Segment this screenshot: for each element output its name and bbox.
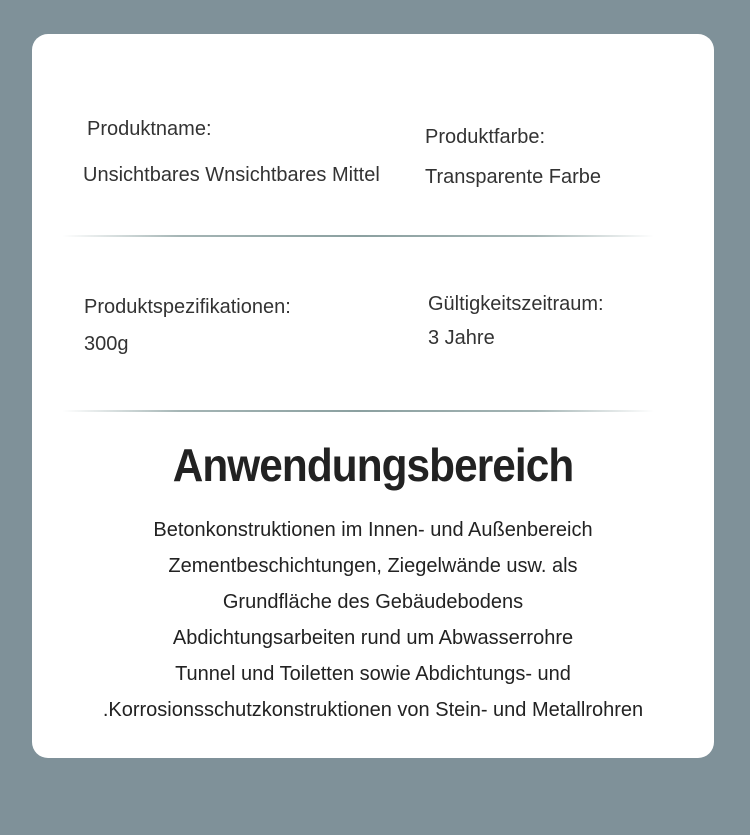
product-spec-value: 300g	[84, 333, 129, 355]
validity-value: 3 Jahre	[428, 327, 495, 349]
product-info-card	[32, 34, 714, 758]
usage-list	[20, 512, 726, 728]
divider-top	[62, 235, 654, 237]
product-color-label: Produktfarbe:	[425, 126, 546, 148]
product-name-value: Unsichtbares Wnsichtbares Mittel	[83, 164, 380, 186]
usage-line: Grundfläche des Gebäudebodens	[222, 591, 524, 613]
divider-bottom	[62, 410, 654, 412]
product-spec-label: Produktspezifikationen:	[84, 296, 291, 318]
usage-title: Anwendungsbereich	[172, 439, 574, 491]
usage-line: Abdichtungsarbeiten rund um Abwasserrohre	[172, 627, 574, 649]
product-name-label: Produktname:	[87, 118, 212, 140]
usage-line: .Korrosionsschutzkonstruktionen von Stein- und Metallrohren	[102, 699, 644, 721]
usage-line: Betonkonstruktionen im Innen- und Außenbereich	[153, 519, 593, 541]
validity-label: Gültigkeitszeitraum:	[428, 293, 604, 315]
product-color-value: Transparente Farbe	[425, 166, 602, 188]
usage-line: Tunnel und Toiletten sowie Abdichtungs- und	[175, 663, 571, 685]
usage-line: Zementbeschichtungen, Ziegelwände usw. als	[168, 555, 578, 577]
